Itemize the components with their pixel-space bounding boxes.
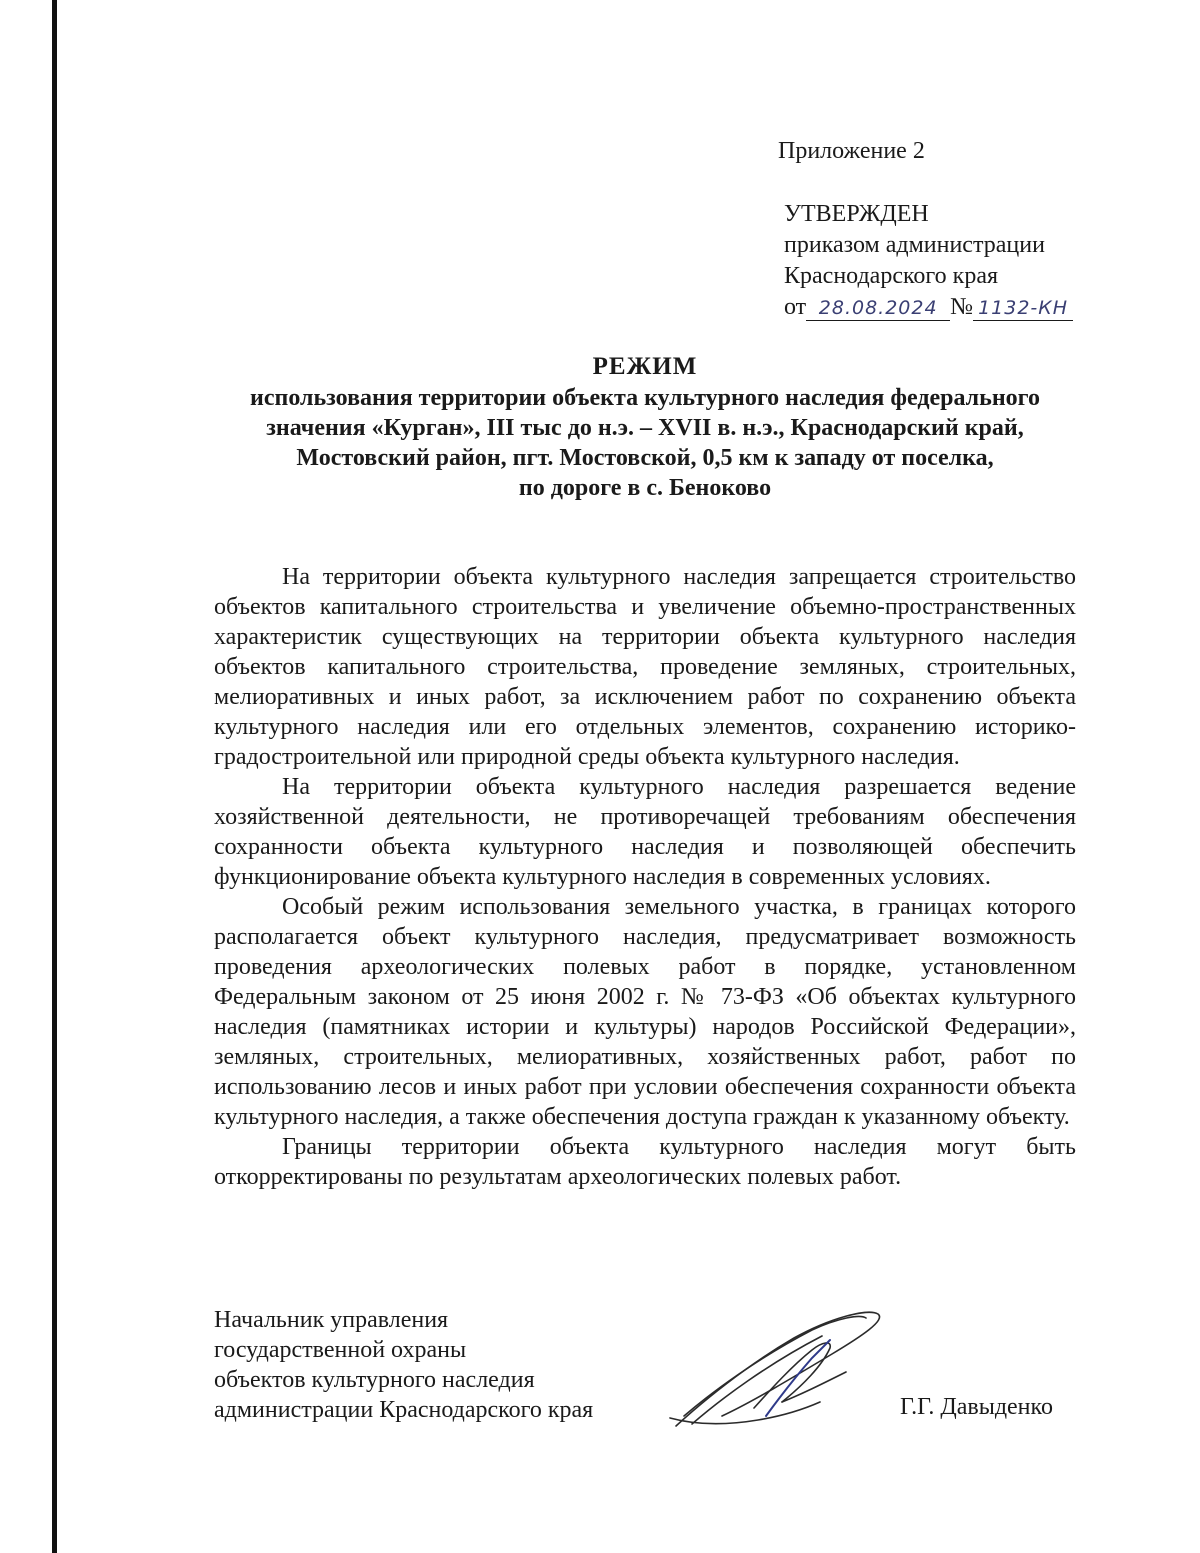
title-main: РЕЖИМ [592, 353, 698, 380]
paragraph-3: Особый режим использования земельного участка, в границах которого располагается объект культурного наследия, предусматривает возможность проведения археологических полевых работ в порядке, установленном Федеральным законом от 25 июня 2002 г. № 73-ФЗ «Об объектах культурного наследия (памятниках истории и культуры) народов Российской Федерации», земляных, строительных, мелиоративных, хозяйственных работ, работ по использованию лесов и иных работ при условии обеспечения сохранности объекта культурного наследия, а также обеспечения доступа граждан к указанному объекту. [214, 894, 1076, 1130]
date-prefix: от [784, 294, 807, 320]
signatory-position [214, 1305, 593, 1425]
title-line-1: использования территории объекта культурного наследия федерального [250, 385, 1040, 411]
number-prefix: № [950, 294, 974, 320]
signer-name: Г.Г. Давыденко [900, 1394, 1053, 1420]
title-line-2: значения «Курган», III тыс до н.э. – XVII в. н.э., Краснодарский край, [266, 415, 1024, 441]
title-line-3: Мостовский район, пгт. Мостовской, 0,5 км к западу от поселка, [296, 445, 994, 471]
approval-line-2: Краснодарского края [784, 263, 999, 289]
document-body [214, 562, 1076, 1192]
position-line-1: Начальник управления [214, 1307, 449, 1333]
approval-line-1: приказом администрации [784, 232, 1045, 258]
title-line-4: по дороге в с. Беноково [518, 475, 772, 501]
document-title [200, 352, 1090, 503]
position-line-4: администрации Краснодарского края [214, 1397, 594, 1423]
handwritten-order-number: 1132-КН [973, 296, 1073, 321]
handwritten-signature [662, 1306, 892, 1434]
paragraph-4: Границы территории объекта культурного наследия могут быть откорректированы по результатам археологических полевых работ. [214, 1134, 1076, 1190]
appendix-label: Приложение 2 [778, 138, 925, 164]
position-line-2: государственной охраны [214, 1337, 467, 1363]
scan-edge-line [52, 0, 57, 1553]
paragraph-1: На территории объекта культурного наследия запрещается строительство объектов капитального строительства и увеличение объемно-пространственных характеристик существующих на территории объекта культурного наследия объектов капитального строительства, проведение земляных, строительных, мелиоративных и иных работ, за исключением работ по сохранению объекта культурного наследия или его отдельных элементов, сохранению историко-градостроительной или природной среды объекта культурного наследия. [214, 564, 1076, 770]
position-line-3: объектов культурного наследия [214, 1367, 535, 1393]
approval-date-line [784, 292, 1073, 323]
approval-heading: УТВЕРЖДЕН [784, 201, 929, 227]
approval-stamp-block [784, 199, 1073, 323]
handwritten-date: 28.08.2024 [806, 296, 950, 321]
paragraph-2: На территории объекта культурного наследия разрешается ведение хозяйственной деятельности, не противоречащей требованиям обеспечения сохранности объекта культурного наследия и позволяющей обеспечить функционирование объекта культурного наследия в современных условиях. [214, 774, 1076, 890]
